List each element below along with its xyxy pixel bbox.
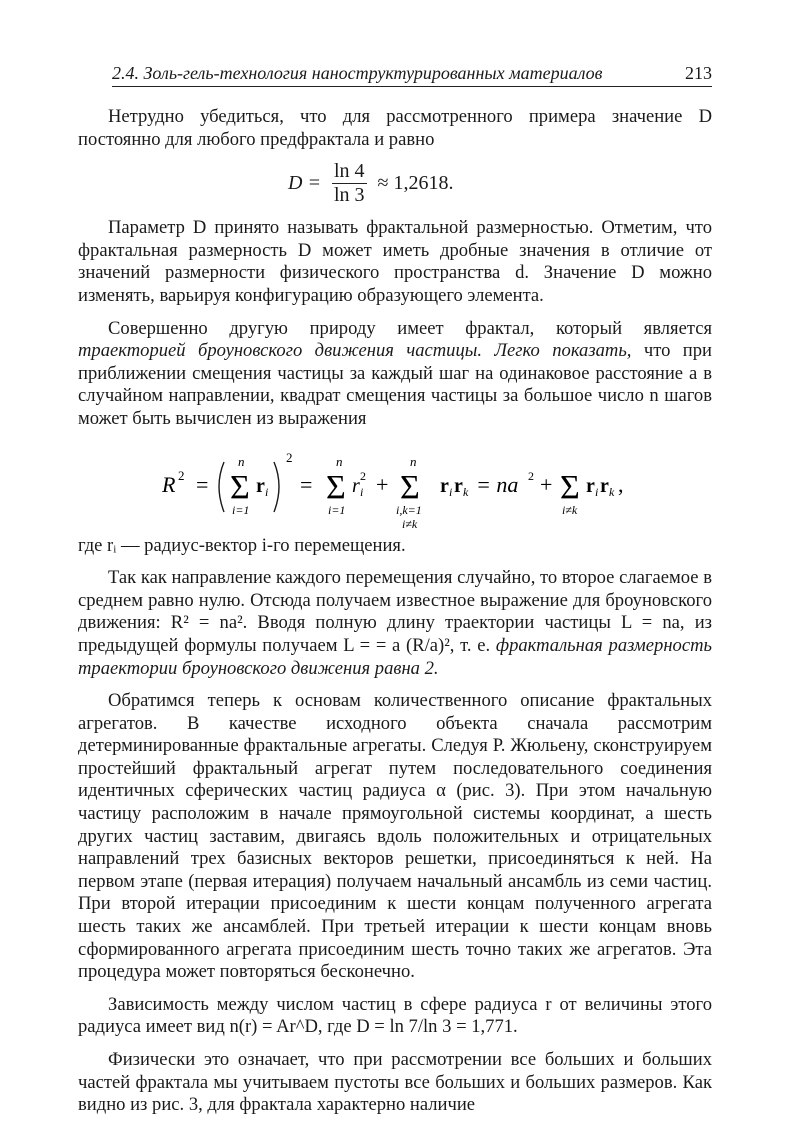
eq2-R-exp: 2 — [178, 468, 185, 483]
page-number: 213 — [685, 63, 712, 83]
eq2-sum1-bot: i=1 — [232, 503, 250, 517]
eq2-R: R — [162, 472, 176, 497]
eq2-sum1-sigma: Σ — [230, 469, 250, 506]
eq1-rhs: ≈ 1,2618. — [377, 172, 454, 194]
eq2-rk: r — [454, 475, 463, 497]
eq1-denominator: ln 3 — [333, 184, 365, 206]
eq2-plus2: + — [540, 472, 553, 497]
eq1-fraction — [332, 160, 367, 207]
paragraph-2: Параметр D принято называть фрактальной размерностью. Отметим, что фрактальная размерность D может иметь дробные значения в отличие от значений размерности физического пространства d. Значение D можно изменять, варьируя конфигурацию образующего элемента. — [78, 217, 712, 306]
paragraph-5-a: Так как направление каждого перемещения случайно, то второе слагаемое в среднем равно нулю. Отсюда получаем известное выражение для броуновского движения: R² = na². Вводя полную длину траектории частицы L = na, из предыдущей формулы получаем L = = a (R/a)², т. е. — [78, 567, 712, 656]
paragraph-3-italic: траекторией броуновского движения частицы. Легко показать, — [78, 340, 632, 362]
eq2-right-paren — [274, 462, 279, 512]
eq2-r1-sub: i — [265, 485, 269, 499]
eq2-sum3-bot2: i≠k — [402, 517, 418, 531]
section-title: 2.4. Золь-гель-технология наноструктурированных материалов — [112, 63, 603, 83]
paragraph-3-a: Совершенно другую природу имеет фрактал, который является — [108, 317, 712, 339]
eq2-sum2-sigma: Σ — [326, 469, 346, 506]
eq2-eq: = — [196, 472, 209, 497]
eq2-na2: = na — [476, 472, 519, 497]
header-rule — [112, 86, 712, 87]
eq2-plus1: + — [376, 472, 389, 497]
eq2-rk-sub: k — [463, 485, 469, 499]
eq2-sum2-top: n — [336, 454, 343, 469]
eq2-ri: r — [440, 475, 449, 497]
eq2-sum1-top: n — [238, 454, 245, 469]
eq2-ri-b: r — [586, 475, 595, 497]
eq2-tail: , — [618, 472, 624, 497]
eq1-lhs: D = — [288, 172, 321, 194]
eq2-r2-exp: 2 — [360, 469, 366, 483]
paragraph-4: где rᵢ — радиус-вектор i-го перемещения. — [78, 534, 406, 556]
running-header — [112, 62, 712, 84]
paragraph-6: Обратимся теперь к основам количественного описание фрактальных агрегатов. В качестве исходного объекта сначала рассмотрим детерминированные фрактальные агрегаты. Следуя Р. Жюльену, сконструируем простейший фрактальный агрегат путем последовательного соединения идентичных сферических частиц радиуса α (рис. 3). При этом начальную частицу расположим в начале прямоугольной системы координат, а шесть других частиц заставим, двигаясь вдоль положительных и отрицательных направлений трех базисных векторов решетки, присоединяться к ней. На первом этапе (первая итерация) получаем начальный ансамбль из семи частиц. При второй итерации присоединим к шести концам полученного агрегата шесть таких же ансамблей. При третьей итерации к шести концам вновь сформированного агрегата присоединим шесть точно таких же агрегатов. Эта процедура может повторяться бесконечно. — [78, 690, 712, 983]
body-text — [78, 106, 712, 1117]
eq2-eq2: = — [300, 472, 313, 497]
equation-brownian-svg — [162, 448, 722, 538]
eq2-ri-b-sub: i — [595, 485, 599, 499]
eq2-square: 2 — [286, 450, 293, 465]
eq2-left-paren — [219, 462, 224, 512]
eq2-sum3-bot1: i,k=1 — [396, 503, 422, 517]
eq2-r1: r — [256, 475, 265, 497]
paragraph-3-b: что при приближении смещения частицы за каждый шаг на одинаковое расстояние a в случайном направлении, квадрат смещения частицы за большое число n шагов может быть вычислен из выражения — [78, 340, 713, 429]
paragraph-3 — [78, 318, 712, 431]
eq2-r2: r — [352, 475, 360, 497]
eq2-ri-sub: i — [449, 485, 453, 499]
eq2-sum3-top: n — [410, 454, 417, 469]
eq2-sum2-bot: i=1 — [328, 503, 346, 517]
eq2-r2-sub: i — [360, 485, 364, 499]
paragraph-7: Зависимость между числом частиц в сфере радиуса r от величины этого радиуса имеет вид n(r) = Ar^D, где D = ln 7/ln 3 = 1,771. — [78, 993, 712, 1038]
eq2-sum4-sigma: Σ — [560, 469, 580, 506]
eq1-numerator: ln 4 — [333, 160, 365, 182]
equation-fractal-dimension — [288, 160, 454, 212]
paragraph-5 — [78, 567, 712, 680]
paragraph-5-italic: фрактальная размерность траектории броуновского движения равна 2. — [78, 634, 712, 679]
eq2-sum3-sigma: Σ — [400, 469, 420, 506]
equation-brownian — [162, 448, 722, 538]
eq2-sum4-bot: i≠k — [562, 503, 578, 517]
eq2-rk-b-sub: k — [609, 485, 615, 499]
paragraph-8: Физически это означает, что при рассмотрении все больших и больших частей фрактала мы учитываем пустоты все больших и больших размеров. Как видно из рис. 3, для фрактала характерно наличие — [78, 1049, 712, 1116]
paragraph-1: Нетрудно убедиться, что для рассмотренного примера значение D постоянно для любого предфрактала и равно — [78, 106, 712, 150]
eq2-rk-b: r — [600, 475, 609, 497]
eq2-na2-exp: 2 — [528, 469, 534, 483]
